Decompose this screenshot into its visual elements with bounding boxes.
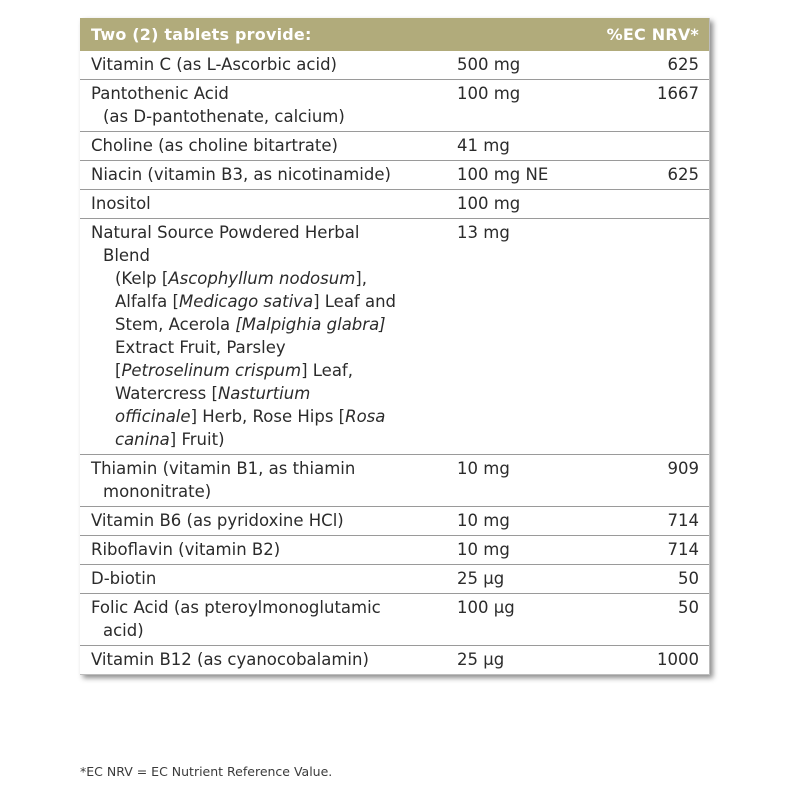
nutrient-name <box>91 134 457 157</box>
nutrient-name-line: Vitamin B6 (as pyridoxine HCl) <box>91 511 344 530</box>
nutrient-amount: 25 μg <box>457 650 505 669</box>
nutrient-amount: 100 μg <box>457 598 515 617</box>
table-row <box>80 506 709 535</box>
nutrient-amount: 100 mg <box>457 84 521 103</box>
nutrient-amount: 13 mg <box>457 223 510 242</box>
nutrient-name-line: Natural Source Powdered Herbal <box>91 223 360 242</box>
nutrient-nrv: 1000 <box>657 650 699 669</box>
botanical-name: Petroselinum crispum <box>121 361 302 380</box>
nutrient-nrv: 50 <box>678 569 699 588</box>
nutrient-nrv <box>607 221 699 451</box>
table-row <box>80 79 709 131</box>
blend-line <box>91 336 457 359</box>
nutrient-name <box>91 221 457 451</box>
header-nrv: %EC NRV* <box>606 25 699 44</box>
blend-line <box>91 382 457 405</box>
blend-text: Extract Fruit, Parsley <box>115 338 286 357</box>
nutrient-nrv: 714 <box>667 511 699 530</box>
nutrient-name-line: Niacin (vitamin B3, as nicotinamide) <box>91 165 391 184</box>
botanical-name: Ascophyllum nodosum <box>168 269 356 288</box>
blend-text: ] Herb, Rose Hips [ <box>190 407 346 426</box>
nutrient-name-line: Choline (as choline bitartrate) <box>91 136 338 155</box>
nutrient-name-line: D-biotin <box>91 569 157 588</box>
botanical-name: officinale <box>115 407 191 426</box>
nutrient-name-line: acid) <box>103 621 144 640</box>
table-row <box>80 218 709 454</box>
nutrient-name <box>91 648 457 671</box>
blend-line <box>91 313 457 336</box>
table-row <box>80 51 709 79</box>
table-row <box>80 564 709 593</box>
nutrient-nrv: 909 <box>667 459 699 478</box>
nutrient-name-line: Thiamin (vitamin B1, as thiamin <box>91 459 356 478</box>
blend-text: ] Leaf and <box>313 292 397 311</box>
nutrient-name <box>91 53 457 76</box>
nutrient-amount: 10 mg <box>457 540 510 559</box>
blend-line <box>91 405 457 428</box>
nutrient-name <box>91 596 457 642</box>
blend-line <box>91 359 457 382</box>
nutrient-name-line: Vitamin B12 (as cyanocobalamin) <box>91 650 369 669</box>
blend-text: Alfalfa [ <box>115 292 179 311</box>
nutrient-nrv: 50 <box>678 598 699 617</box>
nutrient-amount: 10 mg <box>457 511 510 530</box>
header-serving: Two (2) tablets provide: <box>91 25 312 44</box>
nutrient-nrv <box>607 134 699 157</box>
blend-text: [ <box>115 361 122 380</box>
nutrient-name <box>91 538 457 561</box>
botanical-name: Rosa <box>345 407 386 426</box>
nutrient-name-line: Vitamin C (as L-Ascorbic acid) <box>91 55 337 74</box>
nutrient-nrv: 625 <box>667 165 699 184</box>
botanical-name: canina <box>115 430 170 449</box>
blend-text: ] Fruit) <box>169 430 225 449</box>
table-header <box>80 18 709 51</box>
botanical-name: [Malpighia glabra] <box>235 315 386 334</box>
table-row <box>80 454 709 506</box>
nutrient-nrv: 714 <box>667 540 699 559</box>
supplement-facts-table <box>80 18 710 675</box>
blend-line <box>91 290 457 313</box>
table-row <box>80 645 709 674</box>
nutrient-nrv: 625 <box>667 55 699 74</box>
nutrient-name <box>91 163 457 186</box>
nutrient-amount: 100 mg <box>457 194 521 213</box>
botanical-name: Nasturtium <box>217 384 311 403</box>
nutrient-amount: 41 mg <box>457 136 510 155</box>
nutrient-name-line: Inositol <box>91 194 151 213</box>
nutrient-amount: 25 μg <box>457 569 505 588</box>
nutrient-name <box>91 567 457 590</box>
blend-text: Stem, Acerola <box>115 315 236 334</box>
footnote: *EC NRV = EC Nutrient Reference Value. <box>80 764 333 779</box>
nutrient-amount: 500 mg <box>457 55 521 74</box>
table-row <box>80 131 709 160</box>
blend-line <box>91 267 457 290</box>
nutrient-name <box>91 82 457 128</box>
nutrient-name-line: Blend <box>103 246 150 265</box>
blend-text: (Kelp [ <box>115 269 169 288</box>
nutrient-nrv: 1667 <box>657 84 699 103</box>
nutrient-name-line: Pantothenic Acid <box>91 84 229 103</box>
table-row <box>80 535 709 564</box>
table-row <box>80 593 709 645</box>
nutrient-name-line: Folic Acid (as pteroylmonoglutamic <box>91 598 381 617</box>
nutrient-name-line: mononitrate) <box>103 482 212 501</box>
nutrient-name-line: Riboflavin (vitamin B2) <box>91 540 281 559</box>
nutrient-amount: 10 mg <box>457 459 510 478</box>
blend-text: Watercress [ <box>115 384 218 403</box>
nutrient-name <box>91 457 457 503</box>
botanical-name: Medicago sativa <box>178 292 314 311</box>
nutrient-name-line: (as D-pantothenate, calcium) <box>103 107 345 126</box>
table-row <box>80 189 709 218</box>
nutrient-nrv <box>607 192 699 215</box>
table-row <box>80 160 709 189</box>
nutrient-name <box>91 509 457 532</box>
blend-line <box>91 428 457 451</box>
table-body <box>80 51 709 674</box>
blend-text: ] Leaf, <box>301 361 353 380</box>
nutrient-amount: 100 mg NE <box>457 165 549 184</box>
blend-text: ], <box>355 269 367 288</box>
nutrient-name <box>91 192 457 215</box>
